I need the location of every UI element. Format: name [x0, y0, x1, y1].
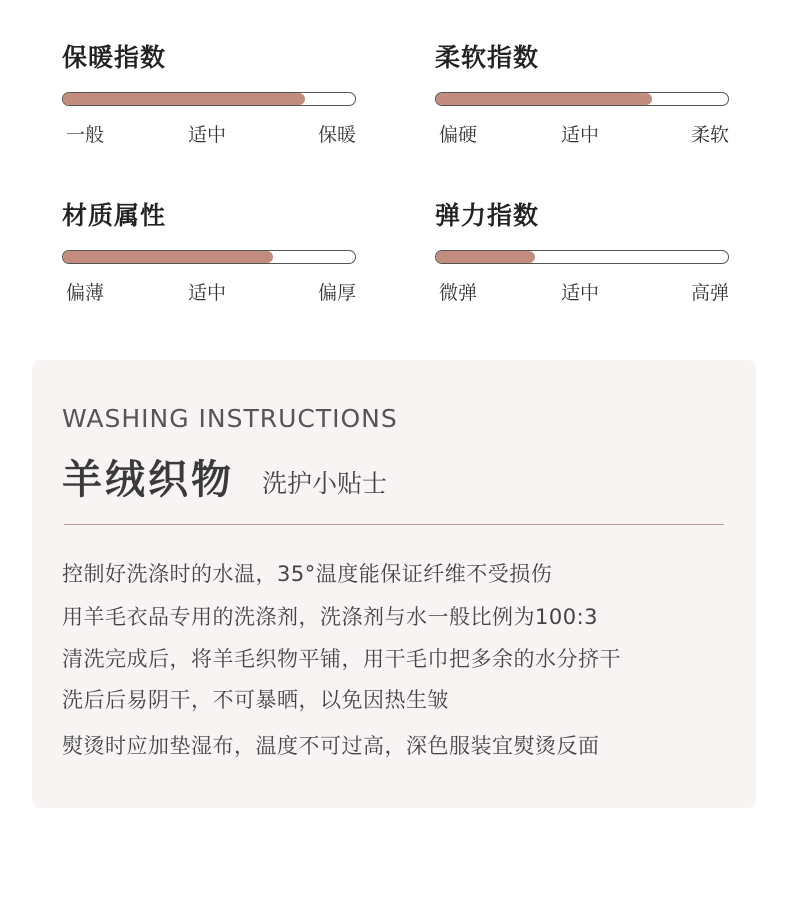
material-bar-fill	[63, 251, 273, 263]
metric-title: 弹力指数	[435, 201, 540, 230]
elasticity-bar	[435, 250, 729, 264]
warmth-bar-fill	[63, 93, 305, 105]
washing-subtitle: 洗护小贴士	[262, 469, 388, 498]
scale-low-label: 偏薄	[66, 282, 105, 304]
metric-title: 保暖指数	[62, 43, 167, 72]
washing-title: 羊绒织物	[62, 457, 234, 503]
washing-tip-detergent: 用羊毛衣品专用的洗涤剂，洗涤剂与水一般比例为100:3	[62, 605, 599, 629]
warmth-bar	[62, 92, 356, 106]
scale-mid-label: 适中	[561, 282, 600, 304]
softness-bar-fill	[436, 93, 652, 105]
washing-tip-shade-dry: 洗后后易阴干，不可暴晒，以免因热生皱	[62, 688, 449, 712]
scale-low-label: 微弹	[439, 282, 478, 304]
scale-high-label: 保暖	[317, 124, 356, 146]
washing-tip-ironing: 熨烫时应加垫湿布，温度不可过高，深色服装宜熨烫反面	[62, 734, 600, 758]
scale-low-label: 偏硬	[439, 124, 478, 146]
scale-mid-label: 适中	[188, 124, 227, 146]
washing-instructions-card	[32, 360, 756, 808]
washing-english-title: WASHING INSTRUCTIONS	[62, 404, 398, 433]
elasticity-bar-fill	[436, 251, 535, 263]
metric-title: 柔软指数	[435, 43, 540, 72]
scale-mid-label: 适中	[561, 124, 600, 146]
scale-low-label: 一般	[66, 124, 105, 146]
divider	[64, 524, 724, 525]
material-bar	[62, 250, 356, 264]
scale-high-label: 偏厚	[317, 282, 356, 304]
softness-bar	[435, 92, 729, 106]
scale-mid-label: 适中	[188, 282, 227, 304]
washing-tip-water-temperature: 控制好洗涤时的水温，35°温度能保证纤维不受损伤	[62, 562, 553, 586]
scale-high-label: 高弹	[690, 282, 729, 304]
metric-title: 材质属性	[62, 201, 167, 230]
washing-tip-drying-flat: 清洗完成后，将羊毛织物平铺，用干毛巾把多余的水分挤干	[62, 647, 621, 671]
scale-high-label: 柔软	[690, 124, 729, 146]
